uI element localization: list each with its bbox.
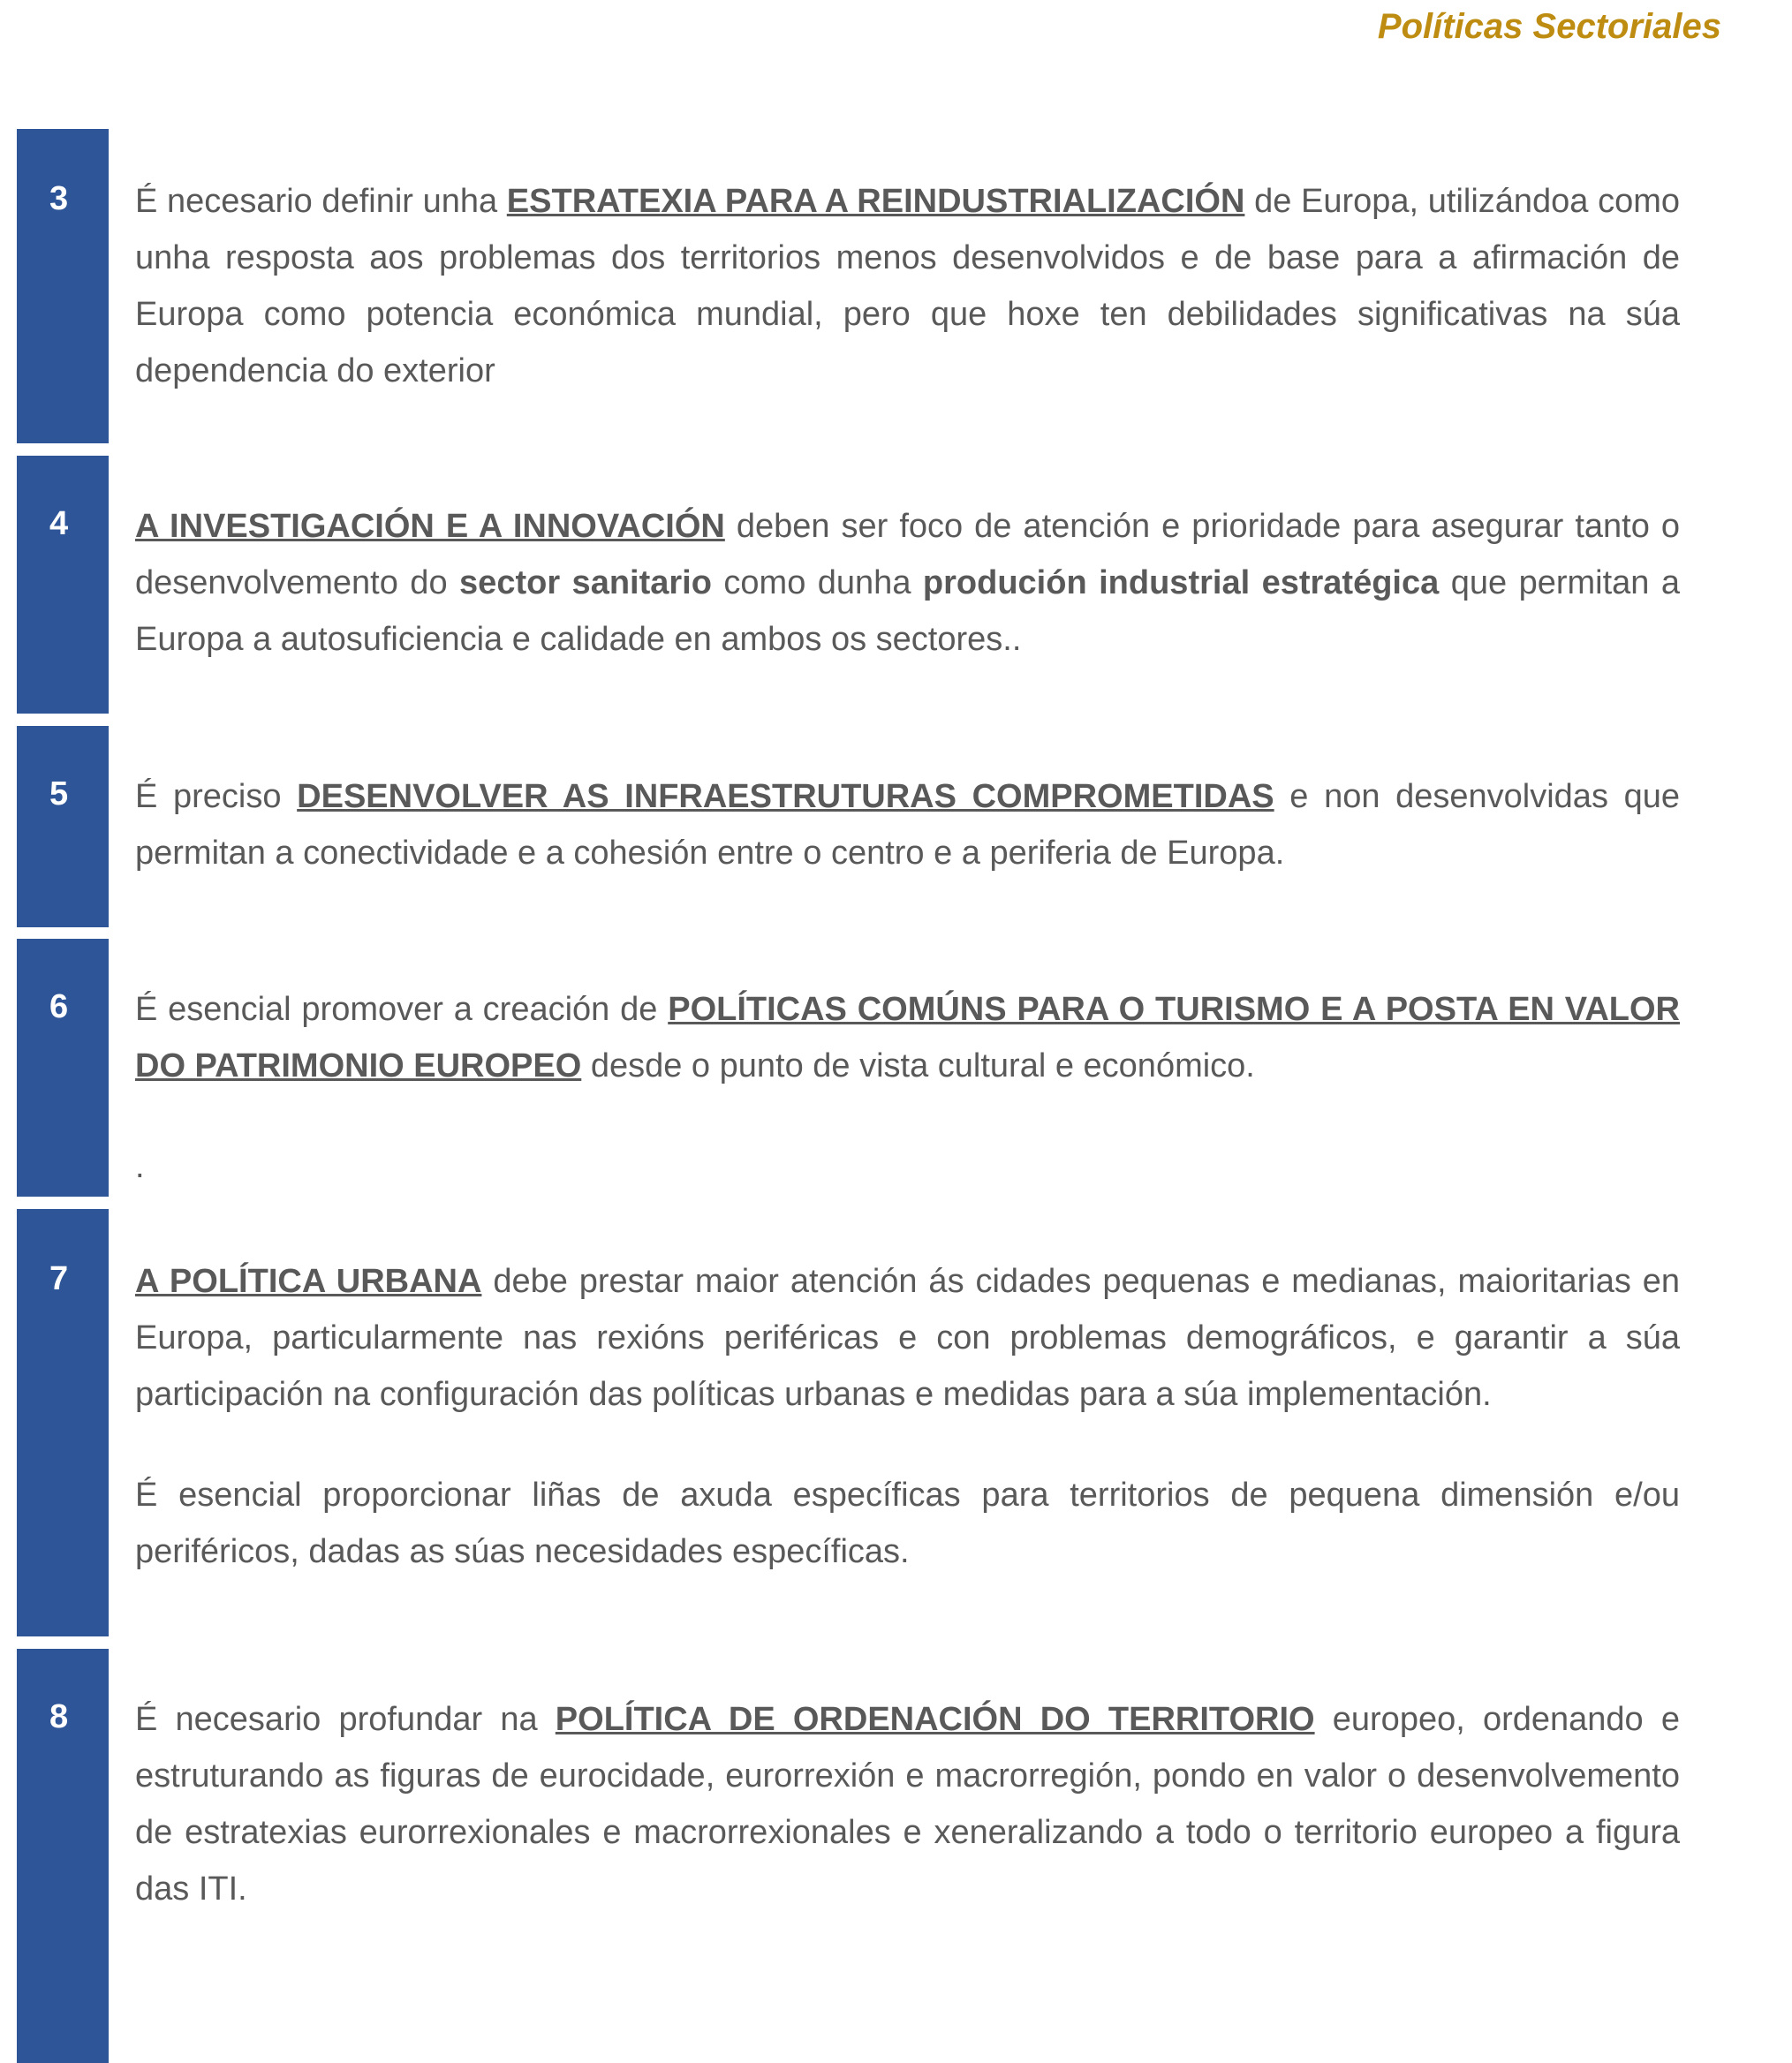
- text-run: de Europa, utilizándoa como unha resposta aos problemas dos territorios menos desenvolvidos e de base para a afirmación de Europa como potencia económica mundial, pero que hoxe ten debilidades significativas na súa dependencia do exterior: [135, 183, 1681, 389]
- section-number-bar: [17, 456, 109, 714]
- text-run: deben ser foco de atención e prioridade para asegurar tanto o desenvolvemento do: [135, 508, 1680, 601]
- text-run: que permitan a Europa a autosuficiencia e calidade en ambos os sectores..: [135, 564, 1681, 658]
- section-number-bar: [17, 129, 109, 443]
- highlighted-phrase: ESTRATEXIA PARA A REINDUSTRIALIZACIÓN: [506, 183, 1245, 220]
- paragraph: [135, 1253, 1680, 1423]
- text-run: É necesario definir unha: [135, 183, 507, 220]
- highlighted-phrase: DESENVOLVER AS INFRAESTRUTURAS COMPROMETIDAS: [297, 778, 1274, 815]
- section-item-8: [0, 1649, 1792, 2063]
- section-item-6: [0, 939, 1792, 1197]
- section-text: [135, 1253, 1680, 1580]
- section-item-7: [0, 1209, 1792, 1636]
- text-run: desde o punto de vista cultural e económico.: [581, 1047, 1255, 1084]
- section-number: 6: [49, 988, 69, 1025]
- highlighted-phrase: A INVESTIGACIÓN E A INNOVACIÓN: [135, 508, 725, 545]
- text-run: É esencial promover a creación de: [135, 991, 669, 1028]
- section-text: [135, 1691, 1680, 1917]
- text-run: como dunha: [711, 564, 923, 601]
- text-run: É necesario profundar na: [135, 1701, 556, 1738]
- section-number-bar: [17, 939, 109, 1197]
- paragraph: [135, 768, 1680, 881]
- section-number: 4: [49, 505, 69, 542]
- section-number: 3: [49, 180, 69, 217]
- paragraph: [135, 1691, 1680, 1917]
- paragraph: [135, 981, 1680, 1094]
- section-text: [135, 981, 1680, 1195]
- section-number: 8: [49, 1698, 69, 1735]
- text-run: europeo, ordenando e estruturando as figuras de eurocidade, eurorrexión e macrorregión, pondo en valor o desenvolvemento de estratexias eurorrexionales e macrorrexionales e xeneralizando a todo o territorio europeo a figura das ITI.: [135, 1701, 1681, 1908]
- highlighted-phrase: POLÍTICAS COMÚNS PARA O TURISMO E A POSTA EN VALOR DO PATRIMONIO EUROPEO: [135, 991, 1680, 1084]
- section-number: 7: [49, 1260, 69, 1297]
- paragraph: .: [135, 1148, 145, 1185]
- section-item-5: [0, 726, 1792, 927]
- paragraph: [135, 498, 1680, 668]
- paragraph: É esencial proporcionar liñas de axuda específicas para territorios de pequena dimensión e/ou periféricos, dadas as súas necesidades específicas.: [135, 1477, 1680, 1570]
- page-header-title: Políticas Sectoriales: [1377, 7, 1721, 46]
- paragraph: [135, 173, 1680, 399]
- bold-phrase: produción industrial estratégica: [922, 564, 1440, 601]
- text-run: e non desenvolvidas que permitan a conectividade e a cohesión entre o centro e a periferia de Europa.: [135, 778, 1680, 872]
- text-run: É preciso: [135, 778, 298, 815]
- section-text: [135, 173, 1680, 399]
- section-number: 5: [49, 775, 69, 812]
- section-item-4: [0, 456, 1792, 714]
- highlighted-phrase: POLÍTICA DE ORDENACIÓN DO TERRITORIO: [555, 1701, 1315, 1738]
- section-number-bar: [17, 726, 109, 927]
- highlighted-phrase: A POLÍTICA URBANA: [135, 1263, 482, 1300]
- section-text: [135, 768, 1680, 881]
- bold-phrase: sector sanitario: [459, 564, 712, 601]
- section-item-3: [0, 129, 1792, 443]
- section-text: [135, 498, 1680, 668]
- text-run: debe prestar maior atención ás cidades pequenas e medianas, maioritarias en Europa, particularmente nas rexións periféricas e con problemas demográficos, e garantir a súa participación na configuración das políticas urbanas e medidas para a súa implementación.: [135, 1263, 1681, 1413]
